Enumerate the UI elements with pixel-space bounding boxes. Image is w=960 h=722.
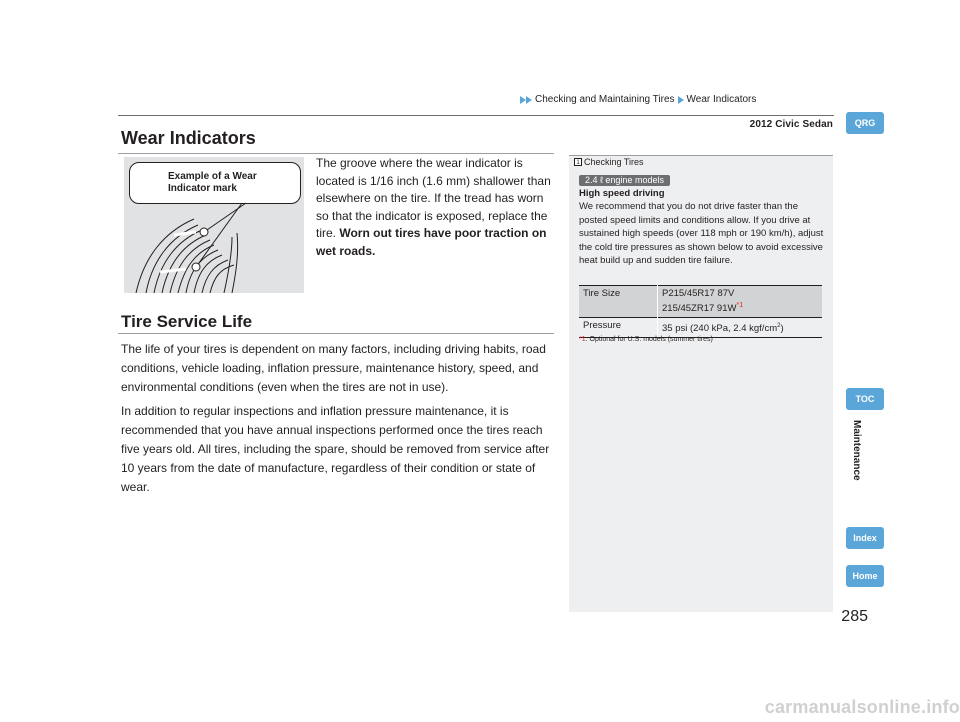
figure-caption: Example of a Wear Indicator mark [168, 171, 257, 194]
section-title: Wear Indicators [121, 128, 256, 148]
note-marker-icon: 1 [574, 158, 582, 166]
table-cell-label: Pressure [579, 318, 658, 338]
section-label-text: Maintenance [851, 420, 862, 481]
footnote-text: : Optional for U.S. models (summer tires) [585, 336, 713, 343]
header-rule [118, 115, 834, 116]
table-cell-value [658, 318, 823, 338]
engine-badge: 2.4 ℓ engine models [579, 175, 670, 186]
pressure-close: ) [780, 323, 784, 335]
footnote-mark: *1 [579, 336, 586, 343]
tire-size-1: P215/45R17 87V [662, 288, 735, 299]
tire-size-2: 215/45ZR17 91W [662, 303, 737, 315]
pressure-value: 35 psi (240 kPa, 2.4 kgf/cm [662, 323, 778, 335]
footnote-ref: *1 [736, 302, 744, 309]
wear-text: The groove where the wear indicator is located is 1/16 inch (1.6 mm) shallower than elsewhere on the tire. If the tread has worn so that the indicator is exposed, replace the tire. [316, 156, 551, 240]
table-cell-label: Tire Size [579, 286, 658, 318]
wear-warning: Worn out tires have poor traction on wet roads. [316, 226, 547, 258]
subsection-rule [118, 333, 554, 334]
tab-index[interactable]: Index [846, 527, 884, 549]
note-title [574, 157, 644, 167]
pressure-sup: 2 [777, 323, 781, 330]
table-row [579, 318, 822, 338]
tab-toc[interactable]: TOC [846, 388, 884, 410]
tire-illustration [124, 157, 304, 293]
note-subtitle: High speed driving [579, 188, 665, 199]
breadcrumb-item[interactable]: Wear Indicators [686, 94, 757, 105]
service-life-paragraph-1: The life of your tires is dependent on many factors, including driving habits, road conditions, vehicle loading, inflation pressure, maintenance history, speed, and environmental conditions (even when the tires are not in use). [121, 342, 546, 394]
table-cell-value [658, 286, 823, 318]
table-footnote [579, 336, 713, 343]
table-row [579, 286, 822, 318]
arrow-icon [526, 96, 532, 104]
note-body: We recommend that you do not drive faster than the posted speed limits and conditions allow. If you drive at sustained high speeds (over 118 mph or 190 km/h), adjust the cold tire pressures as shown below to avoid excessive heat build up and sudden tire failure. [579, 201, 824, 266]
page-number: 285 [841, 608, 868, 625]
breadcrumb [520, 94, 756, 105]
arrow-icon [678, 96, 684, 104]
service-life-paragraph-2: In addition to regular inspections and inflation pressure maintenance, it is recommended that you have annual inspections performed once the tires reach five years old. All tires, including the spare, should be removed from service after 10 years from the date of manufacture, regardless of their condition or state of wear. [121, 404, 550, 494]
tab-qrg[interactable]: QRG [846, 112, 884, 134]
note-title-text[interactable]: Checking Tires [584, 157, 644, 167]
subsection-title: Tire Service Life [121, 312, 253, 331]
title-rule [118, 153, 554, 154]
tire-tread-drawing [124, 157, 304, 293]
wear-description [316, 155, 554, 260]
breadcrumb-item[interactable]: Checking and Maintaining Tires [535, 94, 675, 105]
model-label: 2012 Civic Sedan [749, 119, 833, 130]
section-label [852, 420, 872, 500]
tire-pressure-table [579, 285, 822, 338]
side-note-panel [569, 155, 833, 612]
tab-home[interactable]: Home [846, 565, 884, 587]
watermark: carmanualsonline.info [764, 697, 960, 717]
